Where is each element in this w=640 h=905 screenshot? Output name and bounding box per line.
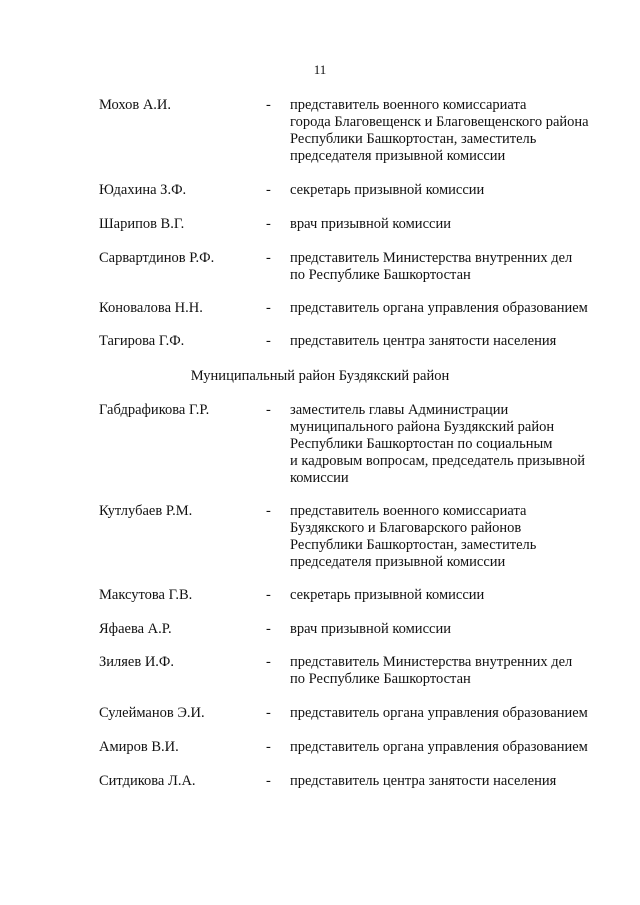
member-role — [290, 654, 630, 688]
member-dash: - — [266, 503, 271, 519]
member-role — [290, 300, 630, 317]
member-role — [290, 402, 630, 487]
member-role — [290, 216, 630, 233]
member-name: Габдрафикова Г.Р. — [99, 402, 210, 418]
member-name: Мохов А.И. — [99, 97, 172, 113]
member-role — [290, 97, 630, 165]
member-role-line: секретарь призывной комиссии — [290, 587, 485, 603]
member-role-line: председателя призывной комиссии — [290, 148, 506, 164]
member-name: Юдахина З.Ф. — [99, 182, 187, 198]
member-dash: - — [266, 300, 271, 316]
member-role-line: представитель центра занятости населения — [290, 333, 557, 349]
member-role-line: и кадровым вопросам, председатель призывной — [290, 453, 586, 469]
member-name: Сулейманов Э.И. — [99, 705, 205, 721]
member-name: Коновалова Н.Н. — [99, 300, 203, 316]
member-role-line: муниципального района Буздякский район — [290, 419, 555, 435]
member-role-line: Республики Башкортостан, заместитель — [290, 537, 537, 553]
member-role-line: представитель органа управления образованием — [290, 705, 588, 721]
member-role-line: представитель органа управления образованием — [290, 739, 588, 755]
member-role-line: Республики Башкортостан по социальным — [290, 436, 553, 452]
member-role-line: Буздякского и Благоварского районов — [290, 520, 522, 536]
member-role-line: по Республике Башкортостан — [290, 267, 471, 283]
member-name: Яфаева А.Р. — [99, 621, 172, 637]
member-role — [290, 182, 630, 199]
member-role — [290, 621, 630, 638]
member-role — [290, 739, 630, 756]
member-role — [290, 587, 630, 604]
page-number: 11 — [313, 62, 327, 77]
member-name: Тагирова Г.Ф. — [99, 333, 185, 349]
member-role — [290, 333, 630, 350]
member-name: Максутова Г.В. — [99, 587, 193, 603]
member-dash: - — [266, 402, 271, 418]
member-name: Сарвартдинов Р.Ф. — [99, 250, 215, 266]
member-role — [290, 705, 630, 722]
member-role-line: комиссии — [290, 470, 349, 486]
member-role — [290, 250, 630, 284]
member-dash: - — [266, 705, 271, 721]
member-role — [290, 503, 630, 571]
member-role-line: врач призывной комиссии — [290, 621, 451, 637]
member-role-line: секретарь призывной комиссии — [290, 182, 485, 198]
member-dash: - — [266, 621, 271, 637]
member-dash: - — [266, 773, 271, 789]
member-role-line: Республики Башкортостан, заместитель — [290, 131, 537, 147]
member-role-line: представитель органа управления образованием — [290, 300, 588, 316]
member-name: Кутлубаев Р.М. — [99, 503, 193, 519]
member-role-line: врач призывной комиссии — [290, 216, 451, 232]
member-name: Амиров В.И. — [99, 739, 179, 755]
member-role-line: представитель военного комиссариата — [290, 503, 527, 519]
member-dash: - — [266, 739, 271, 755]
member-dash: - — [266, 216, 271, 232]
member-dash: - — [266, 182, 271, 198]
member-role-line: представитель Министерства внутренних дел — [290, 250, 573, 266]
member-dash: - — [266, 654, 271, 670]
member-name: Ситдикова Л.А. — [99, 773, 196, 789]
member-name: Зиляев И.Ф. — [99, 654, 175, 670]
section-heading: Муниципальный район Буздякский район — [190, 368, 450, 384]
member-name: Шарипов В.Г. — [99, 216, 185, 232]
member-role-line: по Республике Башкортостан — [290, 671, 471, 687]
member-dash: - — [266, 97, 271, 113]
member-role-line: заместитель главы Администрации — [290, 402, 509, 418]
member-role-line: представитель Министерства внутренних дел — [290, 654, 573, 670]
member-role-line: представитель центра занятости населения — [290, 773, 557, 789]
member-role-line: представитель военного комиссариата — [290, 97, 527, 113]
member-role-line: председателя призывной комиссии — [290, 554, 506, 570]
member-role — [290, 773, 630, 790]
member-dash: - — [266, 333, 271, 349]
member-dash: - — [266, 250, 271, 266]
member-dash: - — [266, 587, 271, 603]
member-role-line: города Благовещенск и Благовещенского района — [290, 114, 589, 130]
